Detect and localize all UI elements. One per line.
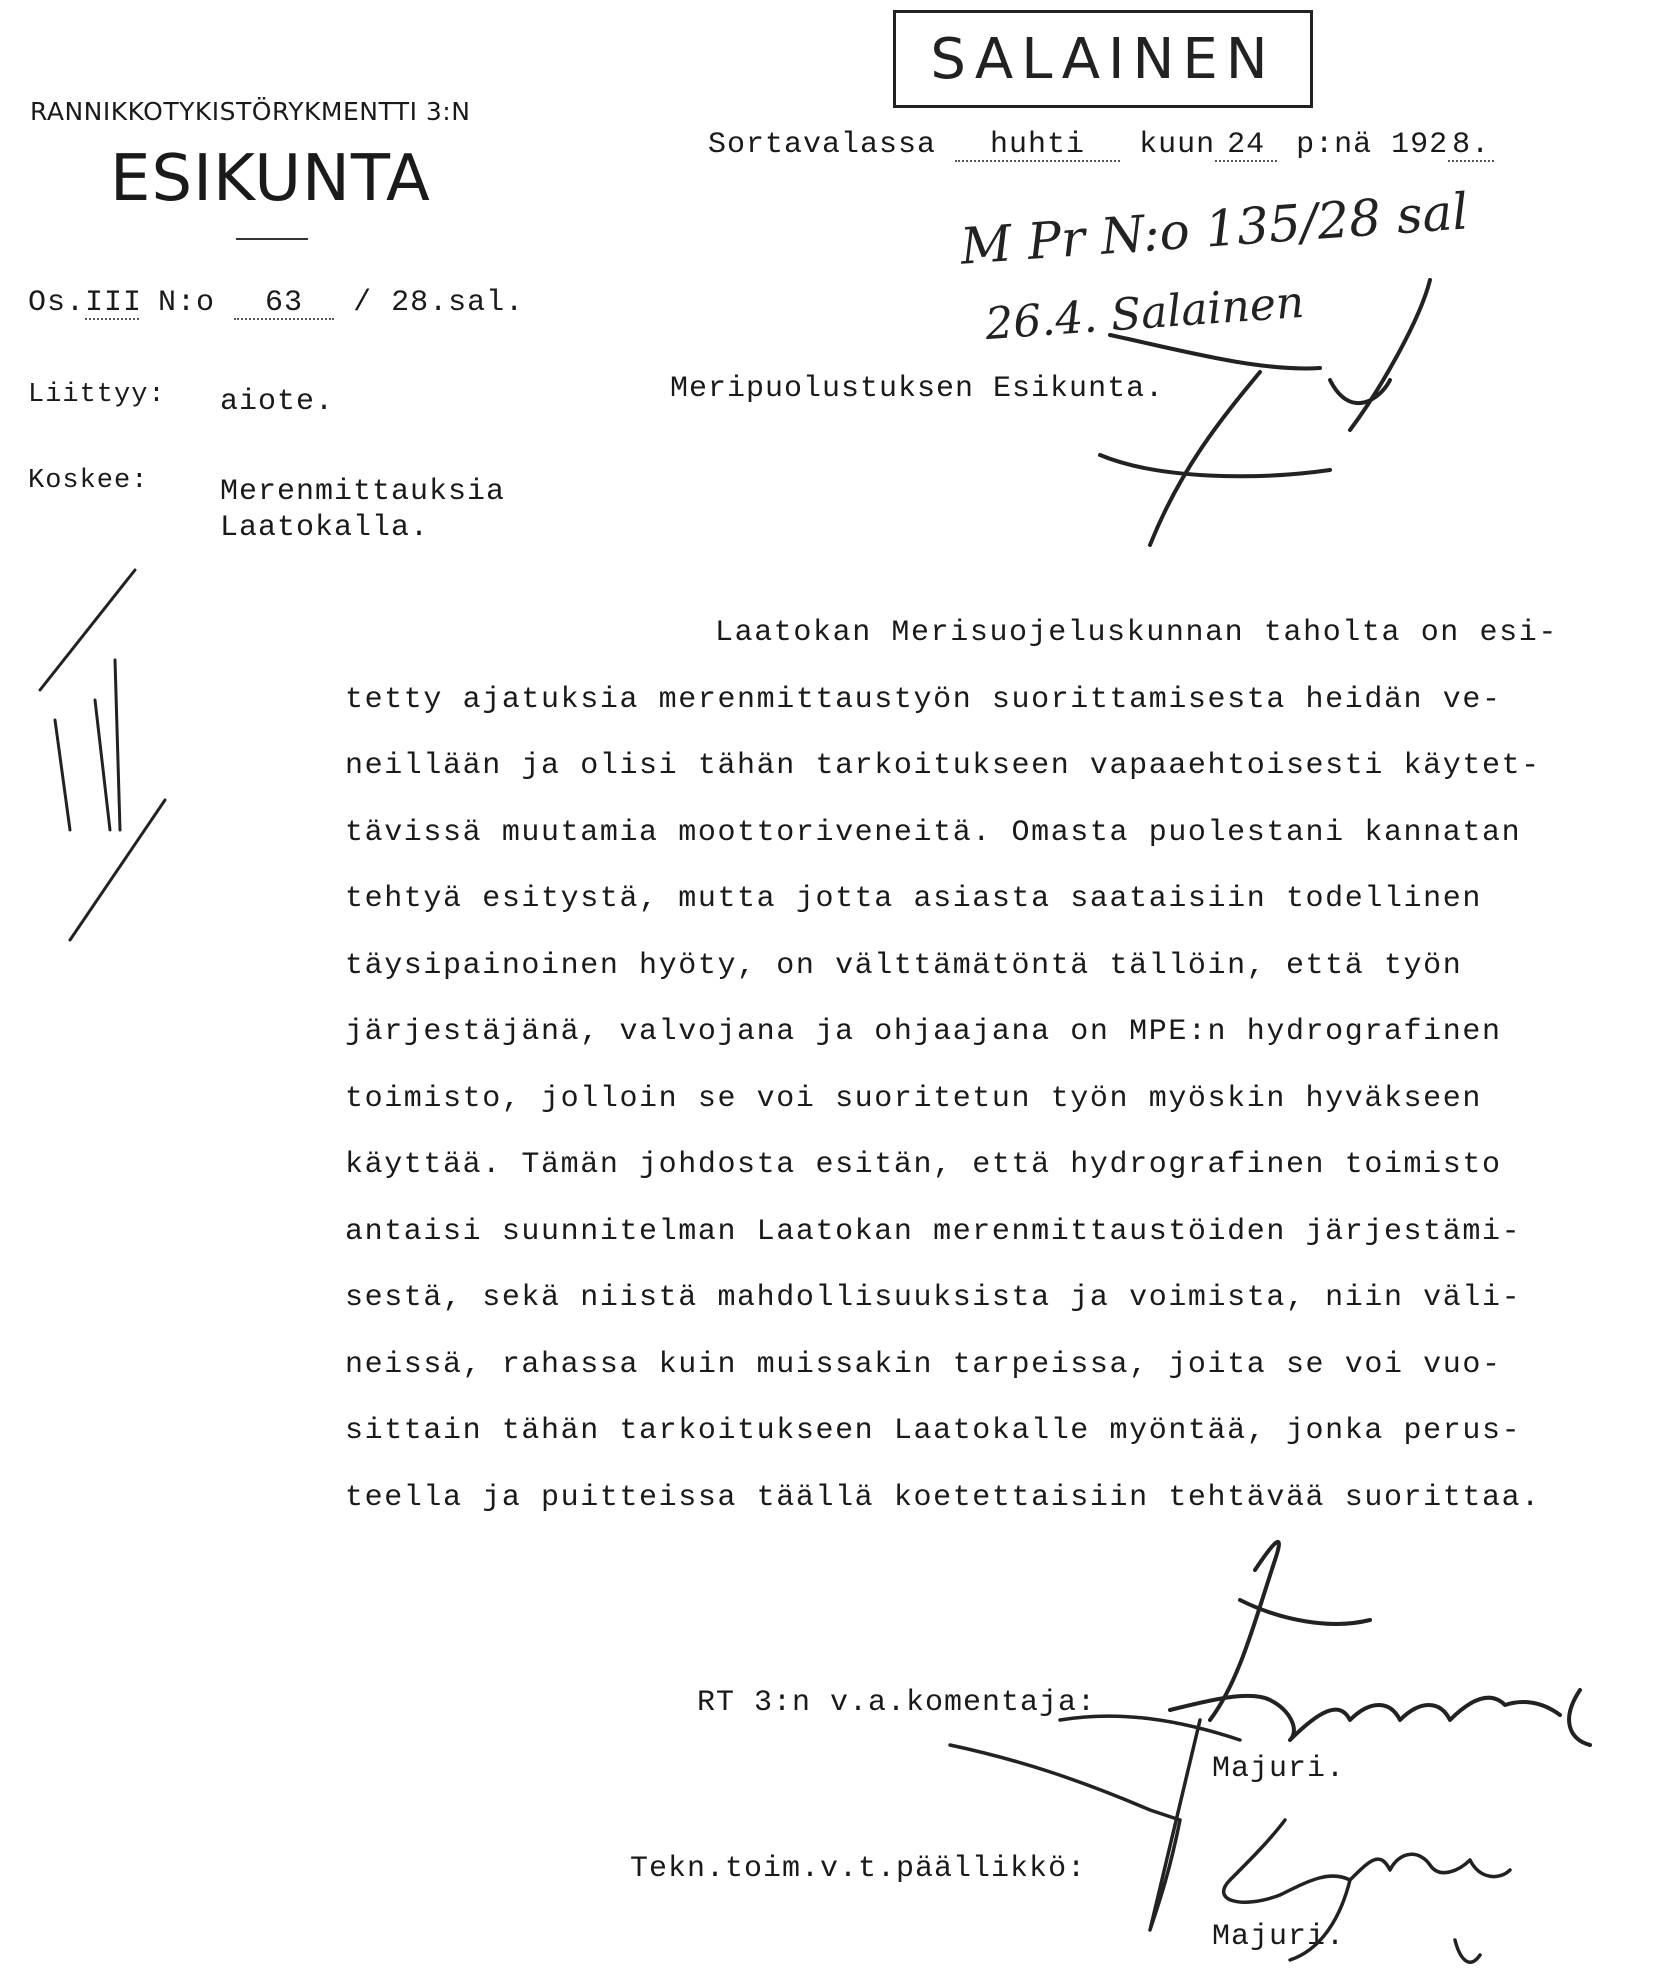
liittyy-label: Liittyy: bbox=[28, 380, 166, 410]
place: Sortavalassa bbox=[708, 128, 937, 162]
signature-jarvinen bbox=[1170, 1542, 1590, 1745]
body-line: sittain tähän tarkoitukseen Laatokalle myöntää, jonka perus- bbox=[345, 1414, 1522, 1448]
body-line: järjestäjänä, valvojana ja ohjaajana on MPE:n hydrografinen bbox=[345, 1015, 1502, 1049]
paraph-mark bbox=[1100, 280, 1430, 545]
body-line: neissä, rahassa kuin muissakin tarpeissa, joita se voi vuo- bbox=[345, 1347, 1502, 1382]
koskee-line: Laatokalla. bbox=[220, 511, 430, 545]
koskee-label: Koskee: bbox=[28, 466, 149, 496]
body-line: tehtyä esitystä, mutta jotta asiasta saataisiin todellinen bbox=[345, 882, 1482, 916]
day: 24 bbox=[1215, 130, 1277, 162]
letterhead-organization: RANNIKKOTYKISTÖRYKMENTTI 3:N bbox=[30, 97, 471, 126]
body-line: tävissä muutamia moottoriveneitä. Omasta puolestani kannatan bbox=[345, 815, 1522, 850]
kuun-label: kuun bbox=[1139, 128, 1216, 162]
margin-mark-left bbox=[40, 570, 165, 940]
secret-stamp-text: SALAINEN bbox=[930, 26, 1276, 92]
body-line: toimisto, jolloin se voi suoritetun työn myöskin hyväkseen bbox=[345, 1081, 1482, 1116]
tech-chief-title: Tekn.toim.v.t.päällikkö: bbox=[630, 1852, 1087, 1886]
body-line: teella ja puitteissa täällä koetettaisiin tehtävää suorittaa. bbox=[345, 1480, 1541, 1515]
month: huhti bbox=[955, 130, 1120, 162]
pna-label: p:nä bbox=[1296, 128, 1373, 162]
tech-chief-rank: Majuri. bbox=[1212, 1920, 1346, 1954]
commander-rank: Majuri. bbox=[1212, 1752, 1346, 1786]
no-separator: / bbox=[353, 286, 373, 320]
no-label: N:o bbox=[158, 286, 216, 320]
os-label: Os. bbox=[28, 286, 86, 320]
body-line: antaisi suunnitelman Laatokan merenmittaustöiden järjestämi- bbox=[345, 1214, 1522, 1249]
no-suffix: 28.sal. bbox=[391, 286, 525, 320]
year-prefix: 192 bbox=[1391, 128, 1449, 162]
no-value: 63 bbox=[234, 288, 334, 320]
commander-title: RT 3:n v.a.komentaja: bbox=[697, 1686, 1097, 1720]
liittyy-value: aiote. bbox=[220, 385, 335, 419]
letterhead-department: ESIKUNTA bbox=[110, 142, 431, 216]
os-value: III bbox=[85, 286, 143, 320]
body-line: täysipainoinen hyöty, on välttämätöntä tällöin, että työn bbox=[345, 948, 1463, 983]
signature-flourish bbox=[950, 1716, 1240, 1930]
body-line: käyttää. Tämän johdosta esitän, että hydrografinen toimisto bbox=[345, 1148, 1502, 1182]
signature-liljeberg bbox=[1224, 1820, 1510, 1962]
handwritten-archive-number: M Pr N:o 135/28 sal bbox=[958, 182, 1470, 276]
handwritten-archive-date: 26.4. Salainen bbox=[983, 276, 1306, 351]
body-line: neillään ja olisi tähän tarkoitukseen vapaaehtoisesti käytet- bbox=[345, 749, 1541, 783]
body-line: Laatokan Merisuojeluskunnan taholta on esi- bbox=[715, 616, 1558, 650]
recipient: Meripuolustuksen Esikunta. bbox=[670, 372, 1165, 406]
koskee-line: Merenmittauksia bbox=[220, 475, 506, 509]
year-suffix: 8. bbox=[1448, 130, 1494, 162]
body-line: tetty ajatuksia merenmittaustyön suorittamisesta heidän ve- bbox=[345, 682, 1502, 717]
body-line: sestä, sekä niistä mahdollisuuksista ja voimista, niin väli- bbox=[345, 1281, 1522, 1315]
